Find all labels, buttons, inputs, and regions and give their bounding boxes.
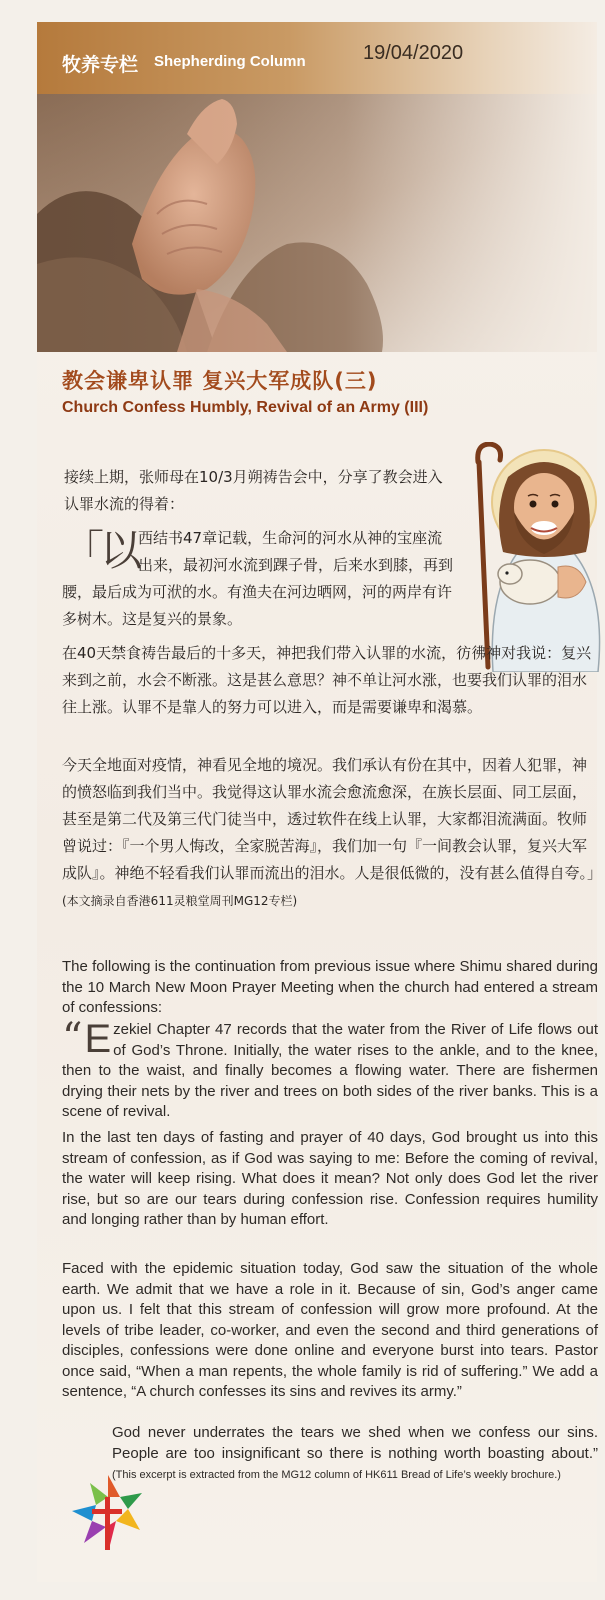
en-paragraph-3-end xyxy=(112,1423,598,1486)
en-paragraph-2: In the last ten days of fasting and prayer of 40 days, God brought us into this stream of confession, as if God was saying to me: Before the coming of revival, the water will keep rising. What does it mean? Not only does God let the river rise, but so are our tears during confession rise. Confession requires humility and longing rather than by human effort. xyxy=(62,1129,598,1228)
en-intro-paragraph: The following is the continuation from previous issue where Shimu shared during the 10 March New Moon Prayer Meeting when the church had entered a stream of confessions: xyxy=(62,958,598,1016)
en-paragraph-1-text: zekiel Chapter 47 records that the water from the River of Life flows out of God’s Throne. Initially, the water rises to the ankle, and to the knee, then to the waist, and finally becomes a flowing water. There are fishermen drying their nets by the river and trees on both sides of the river banks. This is a scene of revival. xyxy=(62,1021,598,1120)
en-paragraph-3-end-text: God never underrates the tears we shed when we confess our sins. People are too insignificant so there is nothing worth boasting about.” xyxy=(112,1424,598,1462)
shepherd-jesus-illustration xyxy=(448,442,605,672)
cn-dropcap: 「以 xyxy=(62,526,139,575)
en-dropcap: E xyxy=(84,1017,112,1061)
praying-hands-photo xyxy=(37,94,597,352)
en-paragraph-1 xyxy=(62,1015,598,1123)
en-quote-mark: “ xyxy=(62,1015,83,1061)
issue-date: 19/04/2020 xyxy=(363,42,464,64)
article-title-cn: 教会谦卑认罪 复兴大军成队(三) xyxy=(62,369,378,393)
cn-paragraph-3 xyxy=(62,752,603,915)
article-page xyxy=(37,22,603,1582)
cn-paragraph-2: 在40天禁食祷告最后的十多天，神把我们带入认罪的水流，彷彿神对我说：复兴来到之前，水会不断涨。这是甚么意思？神不单让河水涨，也要我们认罪的泪水往上涨。认罪不是靠人的努力可以进入，而是需要谦卑和渴慕。 xyxy=(62,644,592,716)
en-source-note: (This excerpt is extracted from the MG12 column of HK611 Bread of Life’s weekly brochure.) xyxy=(112,1469,561,1481)
cn-paragraph-3-text: 今天全地面对疫情，神看见全地的境况。我们承认有份在其中，因着人犯罪，神的愤怒临到我们当中。我觉得这认罪水流会愈流愈深，在族长层面、同工层面，甚至是第二代及第三代门徒当中，透过软件在线上认罪，大家都泪流满面。牧师曾说过：『一个男人悔改，全家脱苦海』，我们加一句『一间教会认罪，复兴大军成队』。神绝不轻看我们认罪而流出的泪水。人是很低微的，没有甚么值得自夸。」 xyxy=(62,756,603,882)
cn-paragraph-1 xyxy=(62,525,457,633)
column-title-cn: 牧养专栏 xyxy=(62,54,139,76)
article-title-en: Church Confess Humbly, Revival of an Army (III) xyxy=(62,399,429,416)
header-bar xyxy=(37,22,597,94)
en-paragraph-3: Faced with the epidemic situation today, God saw the situation of the whole earth. We admit that we have a role in it. Because of sin, God’s anger came upon us. I felt that this stream of confession will grow more profound. At the levels of tribe leader, co-worker, and even the second and third generations of disciples, confessions were done online and everyone burst into tears. Pastor once said, “When a man repents, the whole family is rid of suffering.” We add a sentence, “A church confesses its sins and revives its army.” xyxy=(62,1260,598,1400)
cn-source-note: (本文摘录自香港611灵粮堂周刊MG12专栏) xyxy=(62,894,298,908)
cn-intro-paragraph: 接续上期，张师母在10/3月朔祷告会中，分享了教会进入认罪水流的得着： xyxy=(64,468,443,513)
cn-paragraph-1-text: 西结书47章记载，生命河的河水从神的宝座流出来，最初河水流到踝子骨，后来水到膝，再到腰，最后成为可洑的水。有渔夫在河边晒网，河的两岸有许多树木。这是复兴的景象。 xyxy=(62,529,454,628)
church-logo-icon xyxy=(70,1475,145,1550)
column-title-en: Shepherding Column xyxy=(154,53,306,70)
